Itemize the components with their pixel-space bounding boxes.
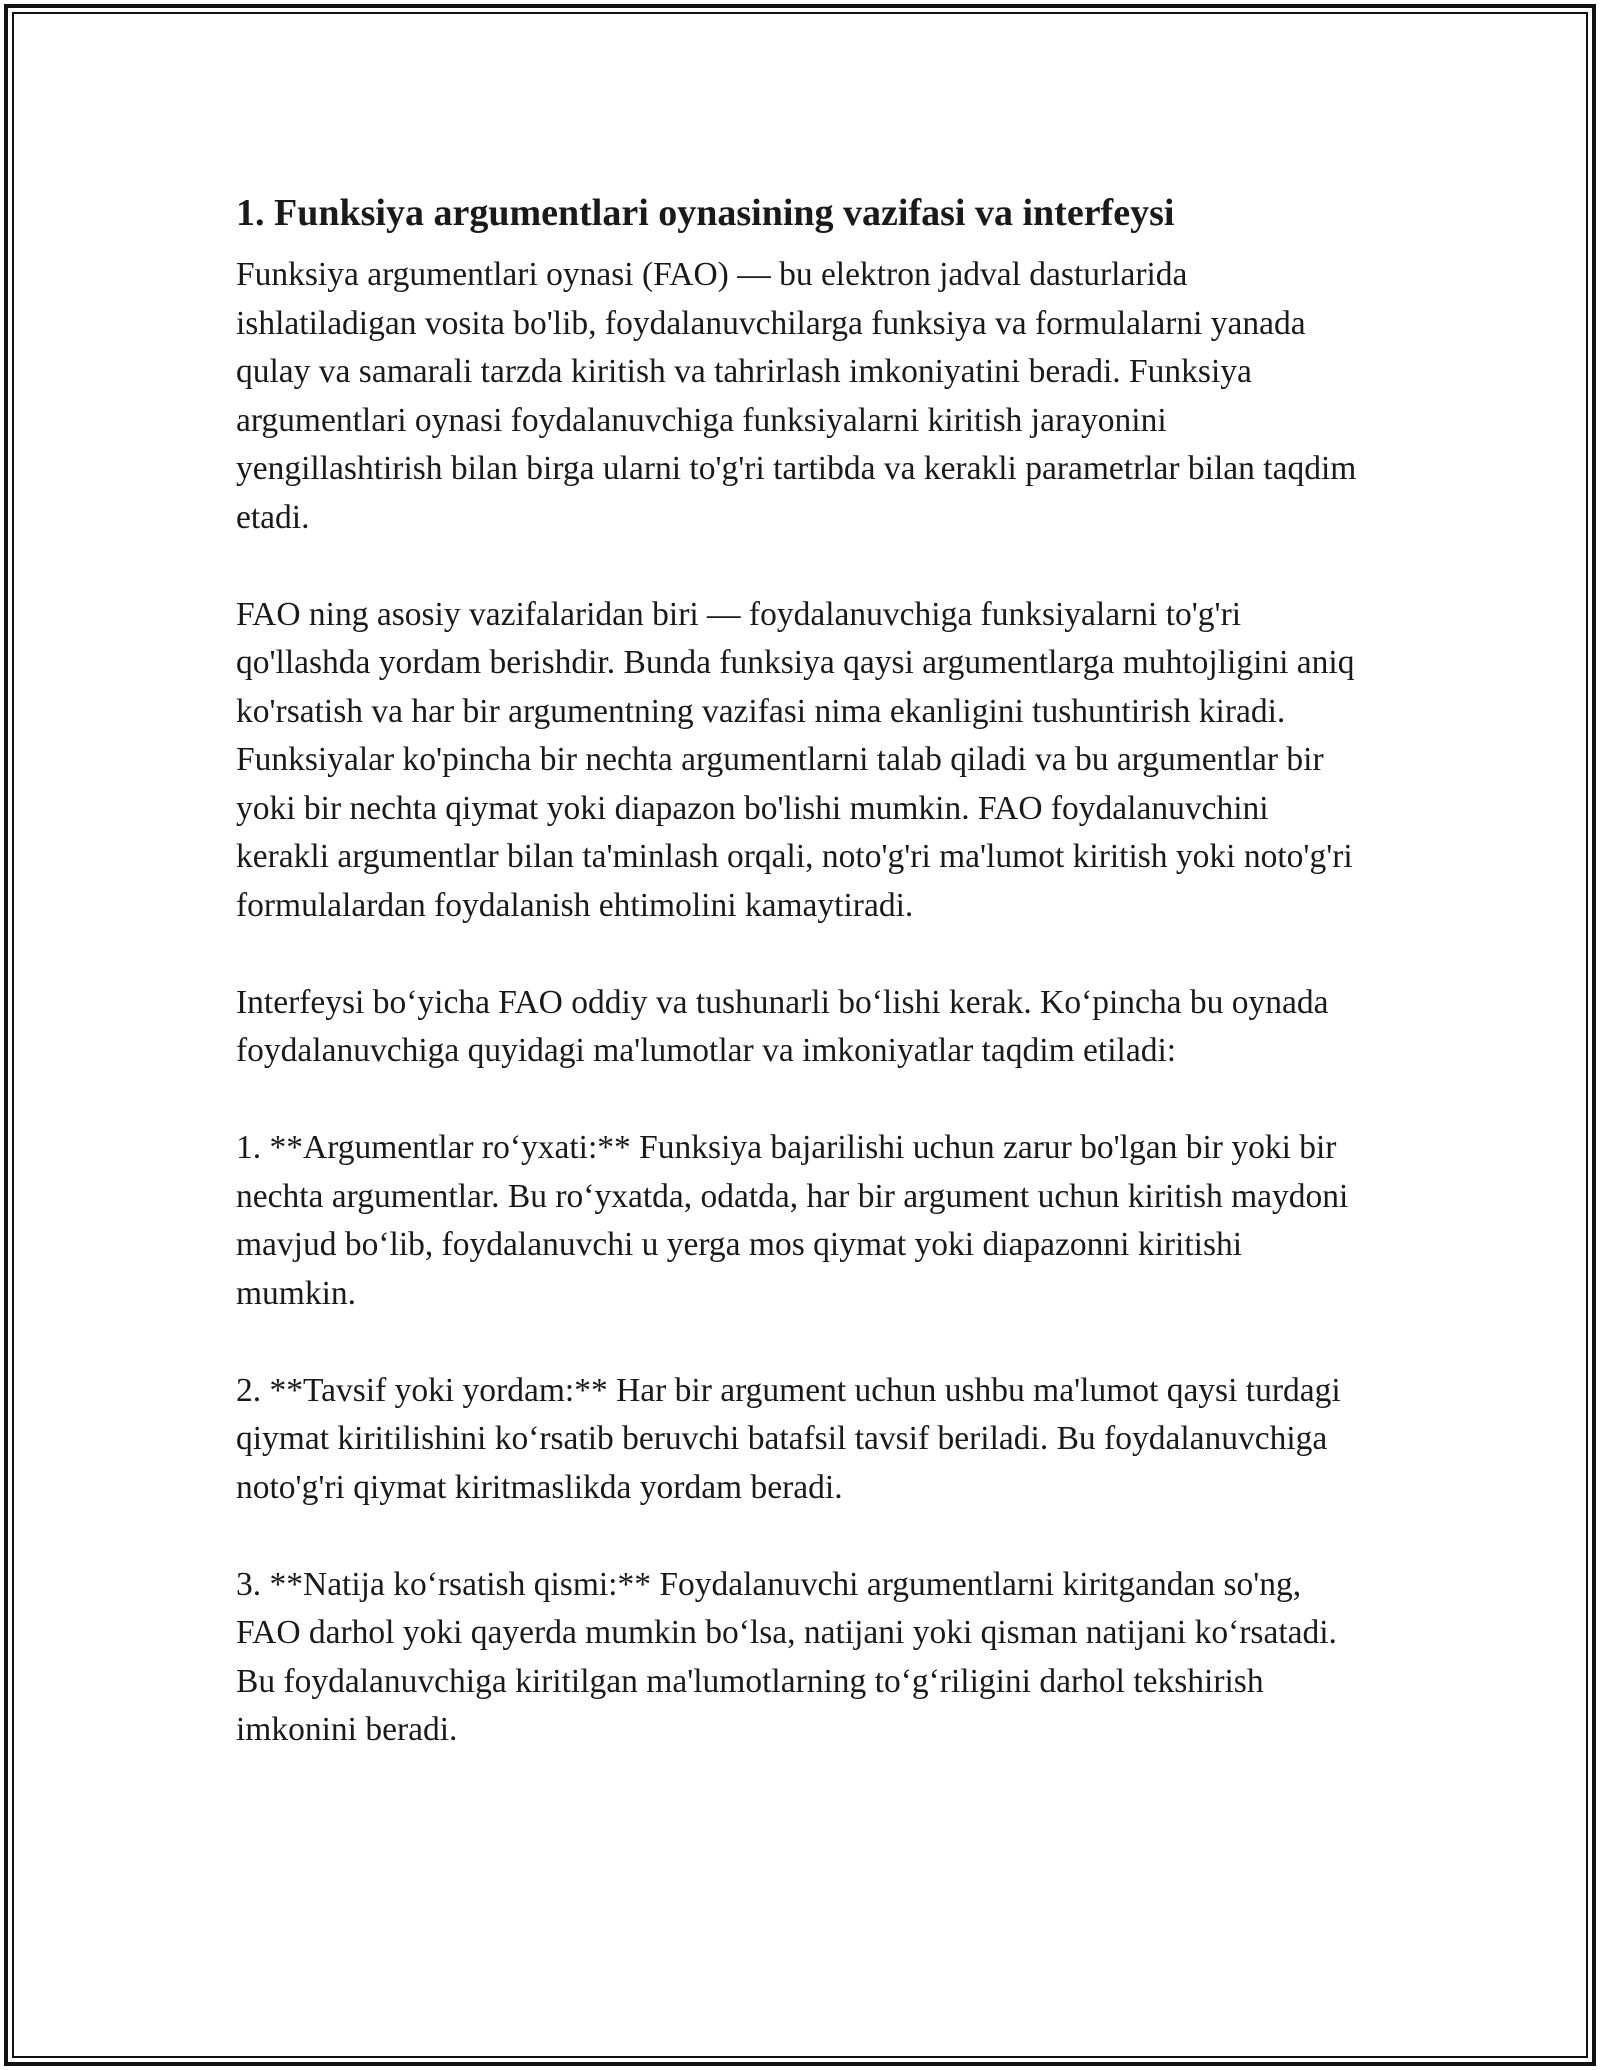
paragraph-spacer — [236, 1318, 1366, 1367]
paragraph-intro: Funksiya argumentlari oynasi (FAO) — bu elektron jadval dasturlarida ishlatiladigan vosita bo'lib, foydalanuvchilarga funksiya va formulalarni yanada qulay va samarali tarzda kiritish va tahrirlash imkoniyatini beradi. Funksiya argumentlari oynasi foydalanuvchiga funksiyalarni kiritish jarayonini yengillashtirish bilan birga ularni to'g'ri tartibda va kerakli parametrlar bilan taqdim etadi. — [236, 256, 1357, 536]
paragraph-main-tasks: FAO ning asosiy vazifalaridan biri — foydalanuvchiga funksiyalarni to'g'ri qo'llashda yordam berishdir. Bunda funksiya qaysi argumentlarga muhtojligini aniq ko'rsatish va har bir argumentning vazifasi nima ekanligini tushuntirish kiradi. Funksiyalar ko'pincha bir nechta argumentlarni talab qiladi va bu argumentlar bir yoki bir nechta qiymat yoki diapazon bo'lishi mumkin. FAO foydalanuvchini kerakli argumentlar bilan ta'minlash orqali, noto'g'ri ma'lumot kiritish yoki noto'g'ri formulalardan foydalanish ehtimolini kamaytiradi. — [236, 595, 1355, 924]
paragraph-spacer — [236, 542, 1366, 591]
paragraph-spacer — [236, 930, 1366, 979]
list-item-arguments: 1. **Argumentlar ro‘yxati:** Funksiya bajarilishi uchun zarur bo'lgan bir yoki bir nechta argumentlar. Bu ro‘yxatda, odatda, har bir argument uchun kiritish maydoni mavjud bo‘lib, foydalanuvchi u yerga mos qiymat yoki diapazonni kiritishi mumkin. — [236, 1129, 1349, 1312]
list-item-result: 3. **Natija ko‘rsatish qismi:** Foydalanuvchi argumentlarni kiritgandan so'ng, FAO darhol yoki qayerda mumkin bo‘lsa, natijani yoki qisman natijani ko‘rsatadi. Bu foydalanuvchiga kiritilgan ma'lumotlarning to‘g‘riligini darhol tekshirish imkonini beradi. — [236, 1565, 1337, 1748]
document-body — [236, 186, 1366, 1755]
section-heading: 1. Funksiya argumentlari oynasining vazifasi va interfeysi — [236, 192, 1175, 234]
list-item-description: 2. **Tavsif yoki yordam:** Har bir argument uchun ushbu ma'lumot qaysi turdagi qiymat kiritilishini ko‘rsatib beruvchi batafsil tavsif beriladi. Bu foydalanuvchiga noto'g'ri qiymat kiritmaslikda yordam beradi. — [236, 1371, 1341, 1506]
paragraph-interface: Interfeysi bo‘yicha FAO oddiy va tushunarli bo‘lishi kerak. Ko‘pincha bu oynada foydalanuvchiga quyidagi ma'lumotlar va imkoniyatlar taqdim etiladi: — [236, 983, 1329, 1069]
paragraph-spacer — [236, 1512, 1366, 1561]
paragraph-spacer — [236, 1076, 1366, 1125]
